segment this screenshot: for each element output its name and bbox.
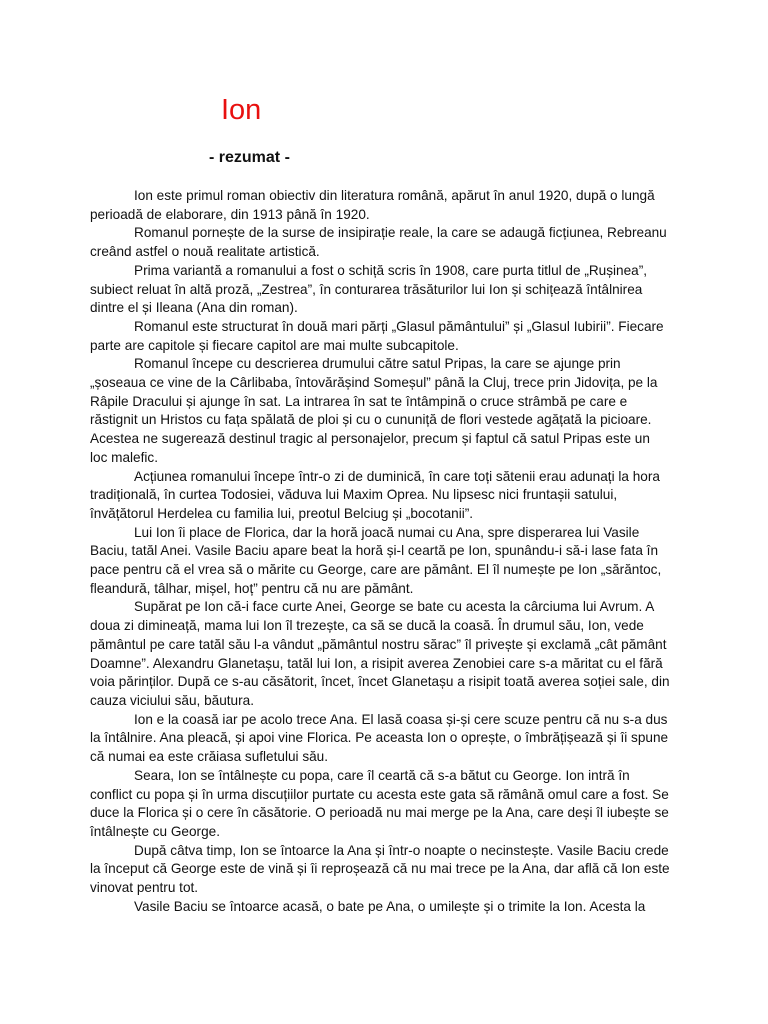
document-subtitle: - rezumat -	[209, 149, 290, 166]
paragraph: Ion e la coasă iar pe acolo trece Ana. El lasă coasa și-și cere scuze pentru că nu s-a dus la întâlnire. Ana pleacă, și apoi vine Florica. Pe aceasta Ion o oprește, o îmbrățișează și îi spune că numai ea este crăiasa sufletului său.	[90, 711, 669, 765]
paragraph: Romanul pornește de la surse de insipirație reale, la care se adaugă ficțiunea, Rebreanu creând astfel o nouă realitate artistică.	[90, 225, 667, 260]
paragraph: Vasile Baciu se întoarce acasă, o bate pe Ana, o umilește și o trimite la Ion. Acesta la	[134, 898, 646, 914]
paragraph: Seara, Ion se întâlnește cu popa, care îl ceartă că s-a bătut cu George. Ion intră în conflict cu popa și în urma discuțiilor purtate cu acesta este gata să rămână omul care a fost. Se duce la Florica și o cere în căsătorie. O perioadă nu mai merge pe la Ana, care deși îl iubește se întâlnește cu George.	[90, 767, 669, 839]
paragraph: Romanul este structurat în două mari părți „Glasul pământului” și „Glasul Iubirii”. Fiecare parte are capitole și fiecare capitol are mai multe subcapitole.	[90, 318, 664, 353]
paragraph: Ion este primul roman obiectiv din literatura română, apărut în anul 1920, după o lungă perioadă de elaborare, din 1913 până în 1920.	[90, 188, 655, 222]
paragraph: Lui Ion îi place de Florica, dar la horă joacă numai cu Ana, spre disperarea lui Vasile Baciu, tatăl Anei. Vasile Baciu apare beat la horă și-l ceartă pe Ion, spunându-i să-i lase fata în pace pentru că el vrea să o mărite cu George, care are pământ. El îl numește pe Ion „sărăntoc, fleandură, tâlhar, mișel, hoț” pentru că nu are pământ.	[90, 524, 662, 596]
paragraph: Supărat pe Ion că-i face curte Anei, George se bate cu acesta la cârciuma lui Avrum. A doua zi dimineață, mama lui Ion îl trezește, ca să se ducă la coasă. În drumul său, Ion, vede pământul pe care tatăl său l-a vândut „pământul nostru sărac” îl privește și exclamă „cât pământ Doamne”. Alexandru Glanetașu, tatăl lui Ion, a risipit averea Zenobiei care s-a măritat cu el fără voia părinților. După ce s-au căsătorit, încet, încet Glanetașu a risipit toată averea soției sale, din cauza viciului său, băutura.	[90, 599, 670, 708]
paragraph: Prima variantă a romanului a fost o schiță scris în 1908, care purta titlul de „Rușinea”, subiect reluat în altă proză, „Zestrea”, în conturarea trăsăturilor lui Ion și schițează întâlnirea dintre el și Ileana (Ana din roman).	[90, 262, 648, 316]
document-body	[90, 187, 670, 916]
document-title: Ion	[221, 94, 262, 126]
paragraph: Acțiunea romanului începe într-o zi de duminică, în care toți sătenii erau adunați la hora tradițională, în curtea Todosiei, văduva lui Maxim Oprea. Nu lipsesc nici fruntașii satului, învățătorul Herdelea cu familia lui, preotul Belciug și „bocotanii”.	[90, 468, 660, 521]
paragraph: După câtva timp, Ion se întoarce la Ana și într-o noapte o necinstește. Vasile Baciu crede la început că George este de vină și îi reproșează că nu mai trece pe la Ana, dar află că Ion este vinovat pentru tot.	[90, 842, 670, 896]
paragraph: Romanul începe cu descrierea drumului către satul Pripas, la care se ajunge prin „șoseaua ce vine de la Cârlibaba, întovărășind Someșul” până la Cluj, trece prin Jidovița, pe la Râpile Dracului și ajunge în sat. La intrarea în sat te întâmpină o cruce strâmbă pe care e răstignit un Hristos cu fața spălată de ploi și cu o cununiță de flori vestede agățată la picioare. Acestea ne sugerează destinul tragic al personajelor, precum și faptul că satul Pripas este un loc malefic.	[90, 356, 658, 465]
